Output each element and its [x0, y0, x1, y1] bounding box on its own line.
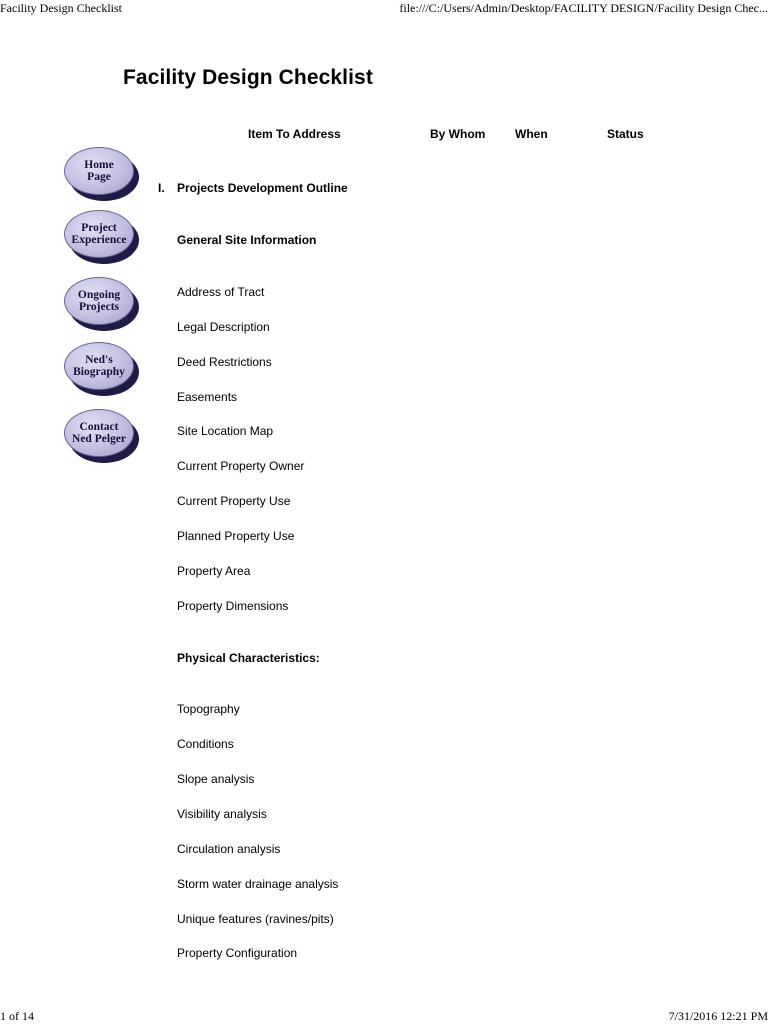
contact-ned-pelger-button[interactable]	[64, 409, 140, 465]
print-header	[0, 0, 768, 16]
column-header-item: Item To Address	[248, 127, 341, 141]
subsection-heading: General Site Information	[177, 233, 317, 247]
section-numeral: I.	[158, 181, 165, 195]
print-footer-datetime: 7/31/2016 12:21 PM	[668, 1009, 768, 1023]
checklist-item: Address of Tract	[177, 285, 265, 299]
checklist-item: Topography	[177, 702, 240, 716]
ongoing-projects-button-label: Ongoing Projects	[77, 289, 121, 313]
checklist-item: Property Dimensions	[177, 599, 289, 613]
checklist-item: Current Property Use	[177, 494, 291, 508]
project-experience-button-label: Project Experience	[71, 222, 127, 246]
neds-biography-button-label: Ned's Biography	[73, 354, 125, 378]
subsection-heading: Physical Characteristics:	[177, 651, 320, 665]
print-header-url: file:///C:/Users/Admin/Desktop/FACILITY DESIGN/Facility Design Chec...	[399, 1, 768, 15]
checklist-item: Slope analysis	[177, 772, 255, 786]
print-footer-page: 1 of 14	[0, 1009, 34, 1023]
checklist-item: Planned Property Use	[177, 529, 295, 543]
ongoing-projects-button[interactable]	[64, 277, 140, 333]
checklist-item: Conditions	[177, 737, 234, 751]
checklist-item: Deed Restrictions	[177, 355, 272, 369]
checklist-item: Circulation analysis	[177, 842, 281, 856]
home-page-button[interactable]	[64, 147, 140, 203]
print-header-title: Facility Design Checklist	[0, 1, 122, 15]
checklist-item: Property Area	[177, 564, 251, 578]
checklist-item: Visibility analysis	[177, 807, 267, 821]
project-experience-button[interactable]	[64, 210, 140, 266]
page-title: Facility Design Checklist	[123, 66, 373, 89]
neds-biography-button[interactable]	[64, 342, 140, 398]
checklist-item: Easements	[177, 390, 238, 404]
column-header-by-whom: By Whom	[430, 127, 486, 141]
checklist-item: Current Property Owner	[177, 459, 305, 473]
checklist-item: Storm water drainage analysis	[177, 877, 339, 891]
checklist-item: Property Configuration	[177, 946, 298, 960]
checklist-item: Unique features (ravines/pits)	[177, 912, 334, 926]
contact-ned-pelger-button-label: Contact Ned Pelger	[72, 421, 126, 445]
home-page-button-label: Home Page	[84, 159, 114, 183]
checklist-item: Legal Description	[177, 320, 270, 334]
section-title: Projects Development Outline	[177, 181, 348, 195]
column-header-when: When	[515, 127, 548, 141]
checklist-item: Site Location Map	[177, 424, 274, 438]
column-header-status: Status	[607, 127, 644, 141]
print-footer	[0, 1008, 768, 1024]
